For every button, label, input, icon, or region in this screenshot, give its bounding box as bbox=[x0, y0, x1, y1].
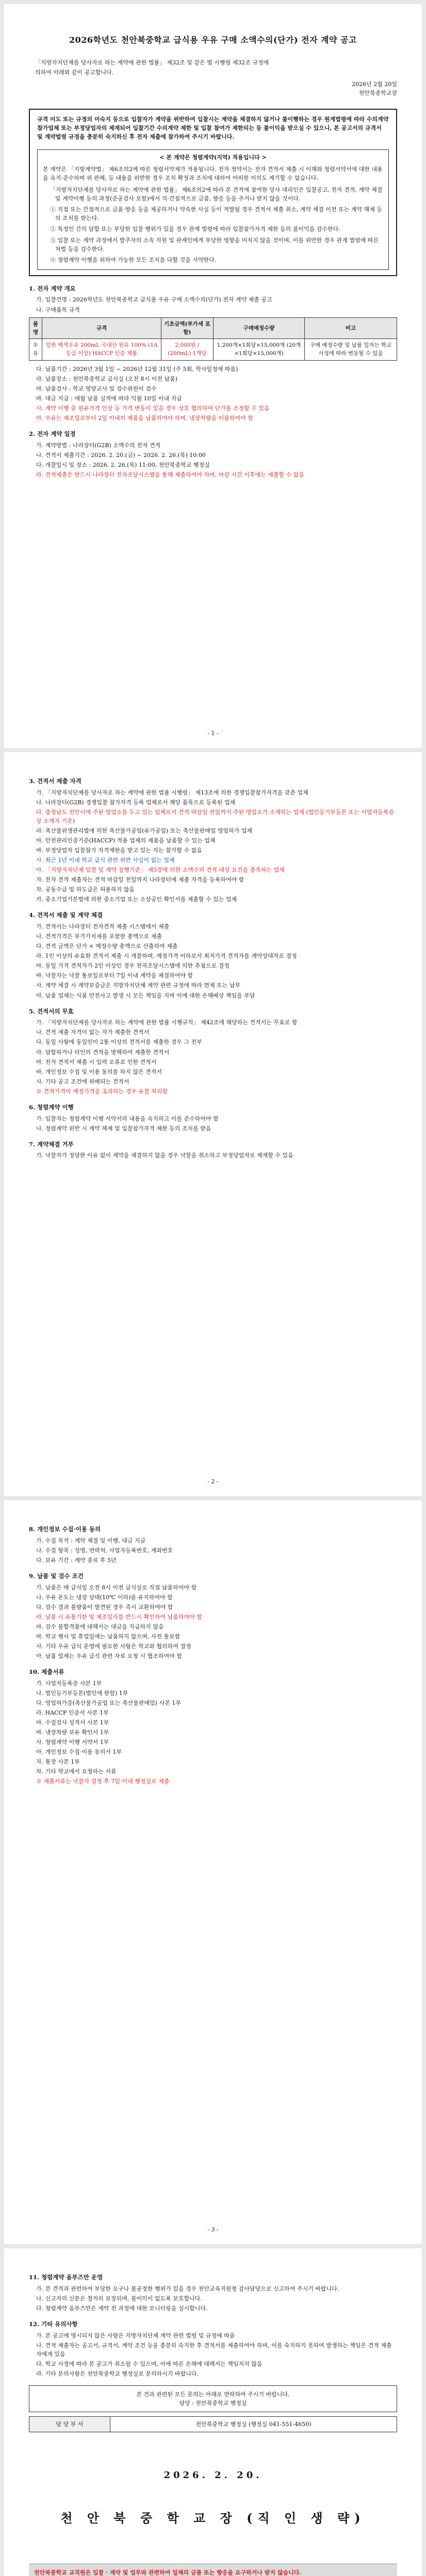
section-item: 라. HACCP 인증서 사본 1부 bbox=[36, 1709, 109, 1717]
page-number: - 1 - bbox=[207, 730, 219, 737]
section-item: 나. 청렴계약 위반 시 계약 해제 및 입찰참가자격 제한 등의 조치를 받음 bbox=[36, 1125, 211, 1132]
section-item: 마. 동일 가격 견적자가 2인 이상인 경우 전자조달시스템에 의한 추첨으로 결정 bbox=[36, 962, 230, 970]
spec-header: 규격 bbox=[42, 317, 161, 339]
section-item: 아. 납품 업체는 우유 급식 관련 자료 요청 시 협조하여야 함 bbox=[36, 1653, 182, 1660]
section-item: 가. 본 공고에 명시되지 않은 사항은 지방자치단체 계약 관련 법령 및 규정에 따름 bbox=[36, 2332, 235, 2339]
section-item: 나. 법인등기부등본(법인에 한함) 1부 bbox=[36, 1690, 128, 1697]
page-3 bbox=[4, 1500, 422, 2244]
section-item: 나. 견적가격은 부가가치세를 포함한 총액으로 제출 bbox=[36, 933, 162, 940]
spec-cell: 구매 예정수량 및 납품 일자는 학교 사정에 따라 변동될 수 있음 bbox=[305, 339, 397, 361]
section-item: 사. 기타 공고 조건에 위배되는 견적서 bbox=[36, 1078, 129, 1085]
department-value: 천안북중학교 행정실 (행정실 041-551-4650) bbox=[110, 2417, 397, 2432]
section-item: 바. 개인정보 수집 및 이용 동의를 하지 않은 견적서 bbox=[36, 1068, 162, 1075]
department-label: 담 당 부 서 bbox=[29, 2417, 110, 2432]
intro-text: 「지방자치단체를 당사자로 하는 계약에 관한 법률」 제32조 및 같은 법 시행령 제32조 규정에 의하여 아래와 같이 공고합니다. bbox=[35, 59, 269, 76]
section-item: 다. 보유 기간 : 계약 종료 후 5년 bbox=[36, 1556, 117, 1564]
section-item: 다. 견적 금액은 단가 × 예정수량 총액으로 산출하여 제출 bbox=[36, 943, 178, 950]
section-item: 라. 1인 이상의 유효한 견적서 제출 시 개찰하며, 예정가격 이하로서 최저가격 견적자를 계약상대자로 결정 bbox=[36, 953, 297, 960]
section-item: 라. 납품장소 : 천안북중학교 급식실 (오전 8시 이전 납품) bbox=[36, 375, 177, 382]
section-item: 마. 수질검사 성적서 사본 1부 bbox=[36, 1719, 109, 1726]
section-item: 가. 「지방자치단체를 당사자로 하는 계약에 관한 법률 시행령」 제13조에 의한 경쟁입찰참가자격을 갖춘 업체 bbox=[36, 789, 308, 796]
section-item-highlight: 라. 납품 시 유통기한 및 제조일자를 반드시 확인하여 납품하여야 함 bbox=[36, 1613, 202, 1620]
integrity-box bbox=[37, 149, 389, 270]
section-heading: 8. 개인정보 수집·이용 동의 bbox=[29, 1526, 101, 1533]
section-item: 바. 대금 지급 : 매월 납품 실적에 따라 익월 10일 이내 지급 bbox=[36, 395, 182, 402]
spec-header: 비고 bbox=[305, 317, 397, 339]
section-item: 가. 수집 목적 : 계약 체결 및 이행, 대금 지급 bbox=[36, 1537, 146, 1544]
section-item: 다. 청렴계약 옴부즈만은 계약 전 과정에 대한 모니터링을 실시합니다. bbox=[36, 2304, 208, 2312]
section-item: 다. 개찰일시 및 장소 : 2026. 2. 26.(목) 11:00, 천안북중학교 행정실 bbox=[36, 461, 210, 468]
closing-signature: 천 안 북 중 학 교 장 (직 인 생 략) bbox=[60, 2511, 366, 2526]
section-item: 가. 입찰건명 : 2026학년도 천안북중학교 급식용 우유 구매 소액수의(단가) 전자 계약 제출 공고 bbox=[36, 296, 272, 303]
section-heading: 10. 제출서류 bbox=[29, 1668, 64, 1676]
section-item: 다. 영업허가증(축산물가공업 또는 축산물판매업) 사본 1부 bbox=[36, 1700, 181, 1707]
section-item: 바. 낙찰자는 낙찰 통보일로부터 7일 이내 계약을 체결하여야 함 bbox=[36, 972, 193, 979]
section-item: 나. 견적 제출자는 공고서, 규격서, 계약 조건 등을 충분히 숙지한 후 견적서를 제출하여야 하며, 이를 숙지하지 못하여 발생하는 책임은 견적 제출자에게 있음 bbox=[36, 2342, 392, 2358]
section-item: 자. 전자 견적 제출자는 견적 마감일 전일까지 나라장터에 제출 자격을 등록하여야 함 bbox=[36, 876, 244, 884]
page-number: - 3 - bbox=[207, 2226, 219, 2233]
section-item: 가. 낙찰자가 정당한 이유 없이 계약을 체결하지 않을 경우 낙찰을 취소하고 부정당업자로 제재할 수 있음 bbox=[36, 1152, 293, 1159]
section-item: 자. 통장 사본 1부 bbox=[36, 1758, 80, 1766]
section-heading: 2. 전자 계약 일정 bbox=[29, 430, 76, 437]
page-number: - 2 - bbox=[207, 1478, 219, 1485]
section-item: 가. 입찰자는 청렴계약 이행 서약서의 내용을 숙지하고 이를 준수하여야 함 bbox=[36, 1115, 219, 1122]
spec-header: 기초금액(부가세 포함) bbox=[161, 317, 214, 339]
section-item: 차. 기타 학교에서 요청하는 서류 bbox=[36, 1768, 117, 1775]
document-signer: 천안북중학교장 bbox=[358, 89, 397, 96]
section-item: 나. 견적서 제출기간 : 2026. 2. 20.(금) ~ 2026. 2. 26.(목) 10:00 bbox=[36, 451, 206, 459]
section-item: 가. 「지방자치단체를 당사자로 하는 계약에 관한 법률 시행규칙」 제42조에 해당하는 견적서는 무효로 함 bbox=[36, 1019, 298, 1026]
integrity-desc: 본 계약은 「지방계약법」 제6조의2에 따른 청렴서약제가 적용됩니다. 전자 청약서는 전자 견적서 제출 시 이해와 청렴서약서에 대한 내용을 숙지·준수하며 위 판례, 등 내용을 위반한 경우 조치 확정과 조치에 대하여 어떠한 이의도 제기할 수 없습니다. bbox=[43, 166, 383, 182]
section-item: 카. 중소기업기본법에 의한 중소기업 또는 소상공인 확인서를 제출할 수 있는 업체 bbox=[36, 896, 237, 903]
section-heading: 3. 견적서 제출 자격 bbox=[29, 777, 81, 785]
section-item: 가. 사업자등록증 사본 1부 bbox=[36, 1680, 102, 1687]
section-item-highlight: 다. 충청남도 천안시에 주된 영업소를 두고 있는 업체로서 견적 마감일 전일까지 주된 영업소가 소재하는 업체 (법인등기부등본 또는 사업자등록증 상 소재지 기준) bbox=[36, 808, 395, 824]
integrity-item: ① 직접 또는 간접적으로 금품·향응 등을 제공하거나 약속한 사실 등이 적발될 경우 견적서 제출 취소, 계약 체결 이전 또는 계약 해제 등의 조치를 받는다. bbox=[50, 206, 382, 222]
section-item: 사. 계약 체결 시 계약보증금은 지방자치단체 계약 관련 규정에 따라 면제 또는 납부 bbox=[36, 982, 241, 989]
integrity-footer: 천안북중학교 교직원은 입찰 · 계약 및 업무와 관련하여 일체의 금품 또는 향응을 요구하거나 받지 않습니다. bbox=[29, 2564, 397, 2576]
integrity-item: ② 특정인 간의 담합 또는 부당한 입찰 행위가 있을 경우 관계 법령에 따라 입찰참가자격 제한 등의 불이익을 감수한다. bbox=[50, 226, 340, 233]
spec-header: 품명 bbox=[29, 317, 42, 339]
section-item: 나. 견적 제출 자격이 없는 자가 제출한 견적서 bbox=[36, 1029, 150, 1036]
section-item: 나. 신고자의 신분은 철저히 보장되며, 불이익이 없도록 보호합니다. bbox=[36, 2295, 202, 2302]
section-item: 바. 학교 행사 및 휴업일에는 납품하지 않으며, 사전 통보함 bbox=[36, 1633, 181, 1640]
section-item: 마. 납품검사 : 학교 영양교사 및 검수위원이 검수 bbox=[36, 385, 157, 392]
contact-note-box bbox=[29, 2385, 397, 2412]
table-row bbox=[29, 2417, 397, 2432]
section-heading: 6. 청렴계약 이행 bbox=[29, 1103, 74, 1111]
section-item: 라. 기타 문의사항은 천안북중학교 행정실로 문의하시기 바랍니다. bbox=[36, 2370, 199, 2377]
section-item-highlight: 아. 우유는 제조일로부터 2일 이내의 제품을 납품하여야 하며, 냉장차량을 이용하여야 함 bbox=[36, 414, 253, 421]
section-item: 마. 검수 불합격품에 대해서는 대금을 지급하지 않음 bbox=[36, 1623, 164, 1630]
section-item: 나. 우유 온도는 냉장 상태(10℃ 이하)를 유지하여야 함 bbox=[36, 1594, 173, 1601]
table-row bbox=[29, 339, 397, 361]
section-item: 바. 냉장차량 보유 확인서 1부 bbox=[36, 1729, 109, 1736]
section-item: 마. 안전관리인증기준(HACCP) 적용 업체의 제품을 납품할 수 있는 업체 bbox=[36, 837, 216, 844]
section-item-highlight: 사. 최근 1년 이내 학교 급식 관련 위반 사실이 없는 업체 bbox=[36, 857, 175, 864]
page-1 bbox=[4, 4, 422, 748]
section-item: 아. 개인정보 수집·이용 동의서 1부 bbox=[36, 1749, 122, 1756]
section-item: 가. 납품은 매 급식일 오전 8시 이전 급식실로 직접 납품하여야 함 bbox=[36, 1584, 197, 1591]
spec-cell: 우유 bbox=[29, 339, 42, 361]
section-item-highlight: 사. 계약 이행 중 원유가격 인상 등 가격 변동이 있을 경우 상호 협의하여 단가를 조정할 수 있음 bbox=[36, 404, 270, 412]
section-item: 다. 학교 사정에 따라 본 공고가 취소될 수 있으며, 이에 따른 손해에 대해서는 책임지지 않음 bbox=[36, 2360, 263, 2367]
spec-cell: 2,000원 / (200mL) 1개당 bbox=[161, 339, 214, 361]
document-date: 2026년 2월 20일 bbox=[352, 80, 397, 88]
section-item: 나. 나라장터(G2B) 경쟁입찰 참가자격 등록 업체로서 해당 품목으로 등록된 업체 bbox=[36, 799, 236, 806]
section-item: 가. 계약방법 : 나라장터(G2B) 소액수의 전자 견적 bbox=[36, 442, 161, 449]
section-item-highlight: ※ 견적가격이 예정가격을 초과하는 경우 유찰 처리함 bbox=[36, 1088, 168, 1095]
section-item: 사. 기타 우유 급식 운영에 필요한 사항은 학교와 협의하여 결정 bbox=[36, 1643, 191, 1650]
section-item: 가. 견적서는 나라장터 전자견적 제출 시스템에서 제출 bbox=[36, 923, 170, 930]
section-item: 아. 납품 업체는 식품 안전사고 발생 시 모든 책임을 지며 이에 대한 손해배상 책임을 부담 bbox=[36, 992, 255, 999]
section-item: 다. 동일 사항에 동일인이 2통 이상의 견적서를 제출한 경우 그 전부 bbox=[36, 1039, 202, 1046]
section-item: 나. 구매품목 규격 bbox=[36, 306, 80, 313]
section-item: 다. 검수 결과 불량품이 발견된 경우 즉시 교환하여야 함 bbox=[36, 1603, 173, 1611]
closing-date: 2026. 2. 20. bbox=[163, 2470, 263, 2481]
contact-note: 본 건과 관련된 모든 문의는 아래로 연락하여 주시기 바랍니다. bbox=[136, 2391, 290, 2398]
section-item: 라. 축산물위생관리법에 의한 축산물가공업(유가공업) 또는 축산물판매업 영업허가 업체 bbox=[36, 827, 253, 834]
section-heading: 4. 견적서 제출 및 계약 체결 bbox=[29, 911, 103, 919]
section-item-highlight: 아. 「지방자치단체 입찰 및 계약 집행기준」 제5장에 의한 소액수의 견적 대상 요건을 충족하는 업체 bbox=[36, 867, 285, 874]
warning-text: 규격 미도 또는 규정의 미숙지 등으로 입찰자가 계약을 위반하여 입찰시는 계약을 체결하지 않거나 불이행하는 경우 원계법령에 따라 수의계약 참가업체 또는 부정당업자의 제재되어 입찰기간 수의계약 제한 및 입찰 참여가 제한되는 등 불이익을 받으실 수 있으니, 본 공고서의 규격서 및 계약법령 규정을 충분히 숙지하신 후 전자 제출에 참가하여 주시기 바랍니다. bbox=[37, 115, 389, 141]
section-item: 사. 청렴계약 이행 서약서 1부 bbox=[36, 1739, 109, 1746]
spec-cell: 일반 백색우유 200mL 국내산 원유 100% (1A등급 이상) HACCP 인증 제품 bbox=[42, 339, 161, 361]
section-item-highlight: ※ 제출서류는 낙찰자 결정 후 7일 이내 행정실로 제출 bbox=[36, 1778, 170, 1785]
section-item: 바. 부정당업자 입찰참가 자격제한을 받고 있는 자는 참가할 수 없음 bbox=[36, 847, 202, 854]
integrity-title: < 본 계약은 청렴계약(지역) 적용입니다 > bbox=[159, 154, 267, 161]
section-heading: 9. 납품 및 검수 조건 bbox=[29, 1572, 84, 1580]
section-item-highlight: 라. 견적제출은 반드시 나라장터 전자조달시스템을 통해 제출하여야 하며, 마감 시간 이후에는 제출할 수 없음 bbox=[36, 471, 304, 478]
section-heading: 12. 기타 유의사항 bbox=[29, 2320, 78, 2328]
section-item: 가. 본 견적과 관련하여 부당한 요구나 불공정한 행위가 있을 경우 천안교육지원청 감사담당으로 신고하여 주시기 바랍니다. bbox=[36, 2285, 339, 2292]
section-item: 다. 납품기간 : 2026년 3월 1일 ~ 2026년 12월 31일 (주 5회, 학사일정에 따름) bbox=[36, 365, 238, 372]
section-heading: 7. 계약체결 거부 bbox=[29, 1140, 74, 1148]
warning-box bbox=[29, 109, 397, 276]
spec-cell: 1,200개×1회당×15,000개 (20개×1회당×15,000개) bbox=[213, 339, 304, 361]
section-heading: 11. 청렴계약 옴부즈만 운영 bbox=[29, 2274, 103, 2281]
section-item: 나. 수집 항목 : 성명, 연락처, 사업자등록번호, 계좌번호 bbox=[36, 1547, 173, 1554]
integrity-item: ③ 입찰 또는 계약 과정에서 발주자의 소속 직원 및 관계인에게 부당한 영향을 미치지 않을 것이며, 이를 위반한 경우 관계 법령에 따른 처벌 등을 감수한다. bbox=[50, 236, 379, 252]
section-item: 마. 전자 견적서 제출 시 입력 오류로 인한 견적서 bbox=[36, 1058, 157, 1065]
section-item: 라. 담합하거나 타인의 견적을 방해하여 제출한 견적서 bbox=[36, 1048, 170, 1056]
spec-header: 구매예정수량 bbox=[213, 317, 304, 339]
document-title: 2026학년도 천안북중학교 급식용 우유 구매 소액수의(단가) 전자 계약 공고 bbox=[69, 35, 357, 45]
contact-note: 담당 : 천안북중학교 행정실 bbox=[179, 2400, 247, 2407]
page-2 bbox=[4, 752, 422, 1496]
integrity-item: 「지방자치단체를 당사자로 하는 계약에 관한 법률」 제6조의2에 따라 본 견적에 참여한 당사 대리인은 입찰공고, 전자 견적, 계약 체결 및 계약이행 등의 과정(준공검사 포함)에서 직·간접적으로 금품, 향응 등을 주거나 받지 않을 것이다. bbox=[50, 187, 383, 202]
section-item: 차. 공동수급 및 하도급은 허용하지 않음 bbox=[36, 886, 135, 893]
integrity-item: ④ 청렴계약 이행을 위하여 가능한 모든 조치를 다할 것을 서약한다. bbox=[50, 256, 217, 263]
section-heading: 1. 전자 계약 개요 bbox=[29, 284, 76, 292]
spec-table bbox=[29, 317, 397, 361]
section-heading: 5. 견적서의 무효 bbox=[29, 1007, 74, 1015]
department-table bbox=[29, 2416, 397, 2432]
page-4 bbox=[4, 2248, 422, 2576]
